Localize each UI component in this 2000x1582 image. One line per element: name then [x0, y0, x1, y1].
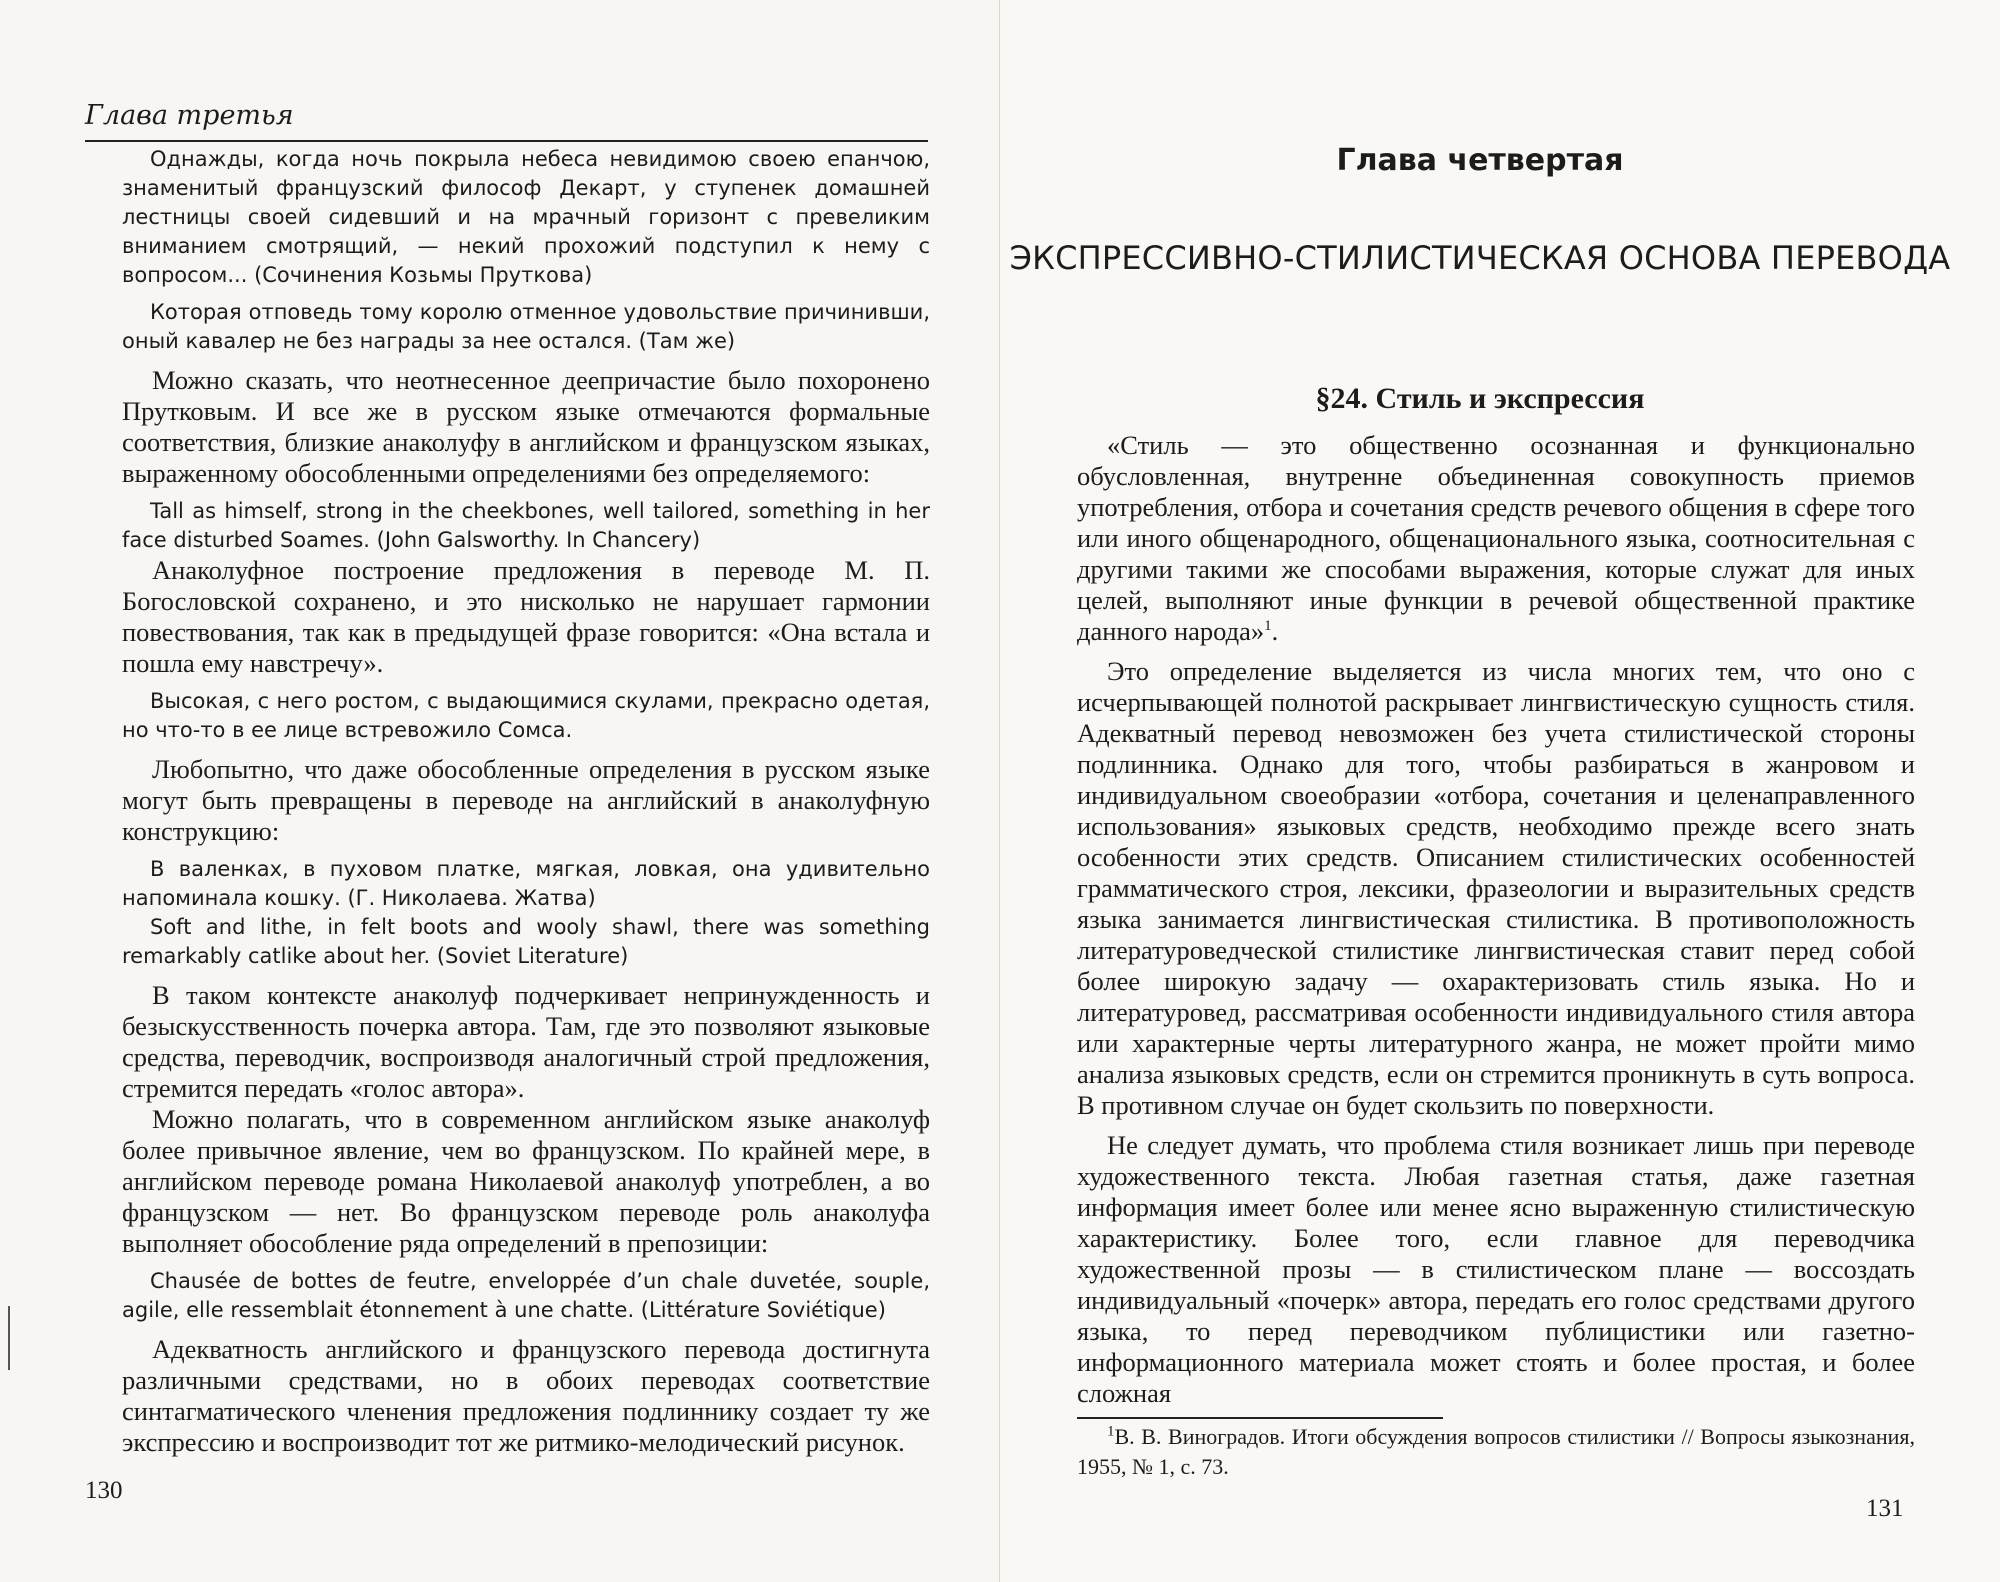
running-head-rule — [85, 140, 928, 142]
quote-paragraph: Soft and lithe, in felt boots and wooly shawl, there was something remarkably catlike about her. (Soviet Literature) — [122, 915, 930, 968]
body-paragraph: Можно сказать, что неотнесенное деепричастие было похоронено Прутковым. И все же в русском языке отмечаются формальные соответствия, близкие анаколуфу в английском и французском языках, выраженному обособленными определениями без определяемого: — [122, 365, 930, 488]
section-title: §24. Стиль и экспрессия — [1315, 382, 1645, 415]
page-number-left: 130 — [85, 1477, 123, 1504]
footnote-reference: 1 — [1264, 618, 1272, 635]
body-paragraph: Любопытно, что даже обособленные определения в русском языке могут быть превращены в переводе на английский в анаколуфную конструкцию: — [122, 754, 930, 846]
footnote — [1077, 1422, 1915, 1482]
body-paragraph: Можно полагать, что в современном английском языке анаколуф более привычное явление, чем во французском. По крайней мере, в английском переводе романа Николаевой анаколуф употреблен, а во французском — нет. Во французском переводе роль анаколуфа выполняет обособление ряда определений в препозиции: — [122, 1104, 930, 1258]
quote-paragraph: Высокая, с него ростом, с выдающимися скулами, прекрасно одетая, но что-то в ее лице встревожило Сомса. — [122, 689, 930, 742]
body-paragraph: Адекватность английского и французского перевода достигнута различными средствами, но в обоих переводах соответствие синтагматического членения предложения подлиннику создает ту же экспрессию и воспроизводит тот же ритмико-мелодический рисунок. — [122, 1334, 930, 1457]
body-paragraph: «Стиль — это общественно осознанная и функционально обусловленная, внутренне объединенная совокупность приемов употребления, отбора и сочетания средств речевого общения в сфере того или иного общенародного, общенационального языка, соотносительная с другими такими же способами выражения, которые служат для иных целей, выполняют иные функции в речевой общественной практике данного народа»$^1$. — [1077, 430, 1915, 646]
footnote-rule — [1077, 1417, 1443, 1419]
quote-paragraph: В валенках, в пуховом платке, мягкая, ловкая, она удивительно напоминала кошку. (Г. Николаева. Жатва) — [122, 857, 930, 910]
chapter-title: ЭКСПРЕССИВНО-СТИЛИСТИЧЕСКАЯ ОСНОВА ПЕРЕВОДА — [1009, 239, 1951, 277]
body-paragraph: Это определение выделяется из числа многих тем, что оно с исчерпывающей полнотой раскрывает лингвистическую сущность стиля. Адекватный перевод невозможен без учета стилистической стороны подлинника. Однако для того, чтобы разбираться в жанровом и индивидуальном своеобразии «отбора, сочетания и целенаправленного использования» языковых средств, необходимо прежде всего знать особенности этих средств. Описанием стилистических особенностей грамматического строя, лексики, фразеологии и выразительных средств языка занимается лингвистическая стилистика. В противоположность литературоведческой стилистике лингвистическая ставит перед собой более широкую задачу — охарактеризовать стиль языка. Но и литературовед, рассматривая особенности индивидуального стиля автора или характерные черты литературного жанра, не может пройти мимо анализа языковых средств, если он стремится проникнуть в суть вопроса. В противном случае он будет скользить по поверхности. — [1077, 656, 1915, 1120]
running-head: Глава третья — [85, 100, 294, 131]
quote-paragraph: Chausée de bottes de feutre, enveloppée d’un chale duvetée, souple, agile, elle ressemblait étonnement à une chatte. (Littérature Soviétique) — [122, 1269, 930, 1322]
footnote-mark: 1 — [1107, 1423, 1115, 1440]
body-paragraph: Не следует думать, что проблема стиля возникает лишь при переводе художественного текста. Любая газетная статья, даже газетная информация имеет более или менее ясно выраженную стилистическую характеристику. Более того, если главное для переводчика художественной прозы — в стилистическом плане — воссоздать индивидуальный «почерк» автора, передать его голос средствами другого языка, то перед переводчиком публицистики или газетно-информационного материала может стоять и более простая, и более сложная — [1077, 1130, 1915, 1408]
definition-quote: «Стиль — это общественно осознанная и функционально обусловленная, внутренне объединенная совокупность приемов употребления, отбора и сочетания средств речевого общения в сфере того или иного общенародного, общенационального языка, соотносительная с другими такими же способами выражения, которые служат для иных целей, выполняют иные функции в речевой общественной практике данного народа» — [1077, 430, 1915, 646]
body-paragraph: Анаколуфное построение предложения в переводе М. П. Богословской сохранено, и это нисколько не нарушает гармонии повествования, так как в предыдущей фразе говорится: «Она встала и пошла ему навстречу». — [122, 555, 930, 678]
footnote-text: В. В. Виноградов. Итоги обсуждения вопросов стилистики // Вопросы языкознания, 1955, № 1, с. 73. — [1077, 1424, 1915, 1479]
quote-paragraph: Tall as himself, strong in the cheekbones, well tailored, something in her face disturbed Soames. (John Galsworthy. In Chancery) — [122, 499, 930, 552]
quote-paragraph: Однажды, когда ночь покрыла небеса невидимою своею епанчою, знаменитый французский философ Декарт, у ступенек домашней лестницы своей сидевший и на мрачный горизонт с превеликим вниманием смотрящий, — некий прохожий подступил к нему с вопросом... (Сочинения Козьмы Пруткова) — [122, 147, 930, 287]
body-paragraph: В таком контексте анаколуф подчеркивает непринужденность и безыскусственность почерка автора. Там, где это позволяют языковые средства, переводчик, воспроизводя аналогичный строй предложения, стремится передать «голос автора». — [122, 980, 930, 1103]
quote-paragraph: Которая отповедь тому королю отменное удовольствие причинивши, оный кавалер не без награды за нее остался. (Там же) — [122, 300, 930, 353]
margin-mark — [8, 1306, 10, 1370]
left-text-column — [122, 145, 930, 1458]
chapter-label: Глава четвертая — [1336, 143, 1624, 178]
right-text-column — [1077, 430, 1915, 1409]
page-number-right: 131 — [1866, 1495, 1904, 1522]
